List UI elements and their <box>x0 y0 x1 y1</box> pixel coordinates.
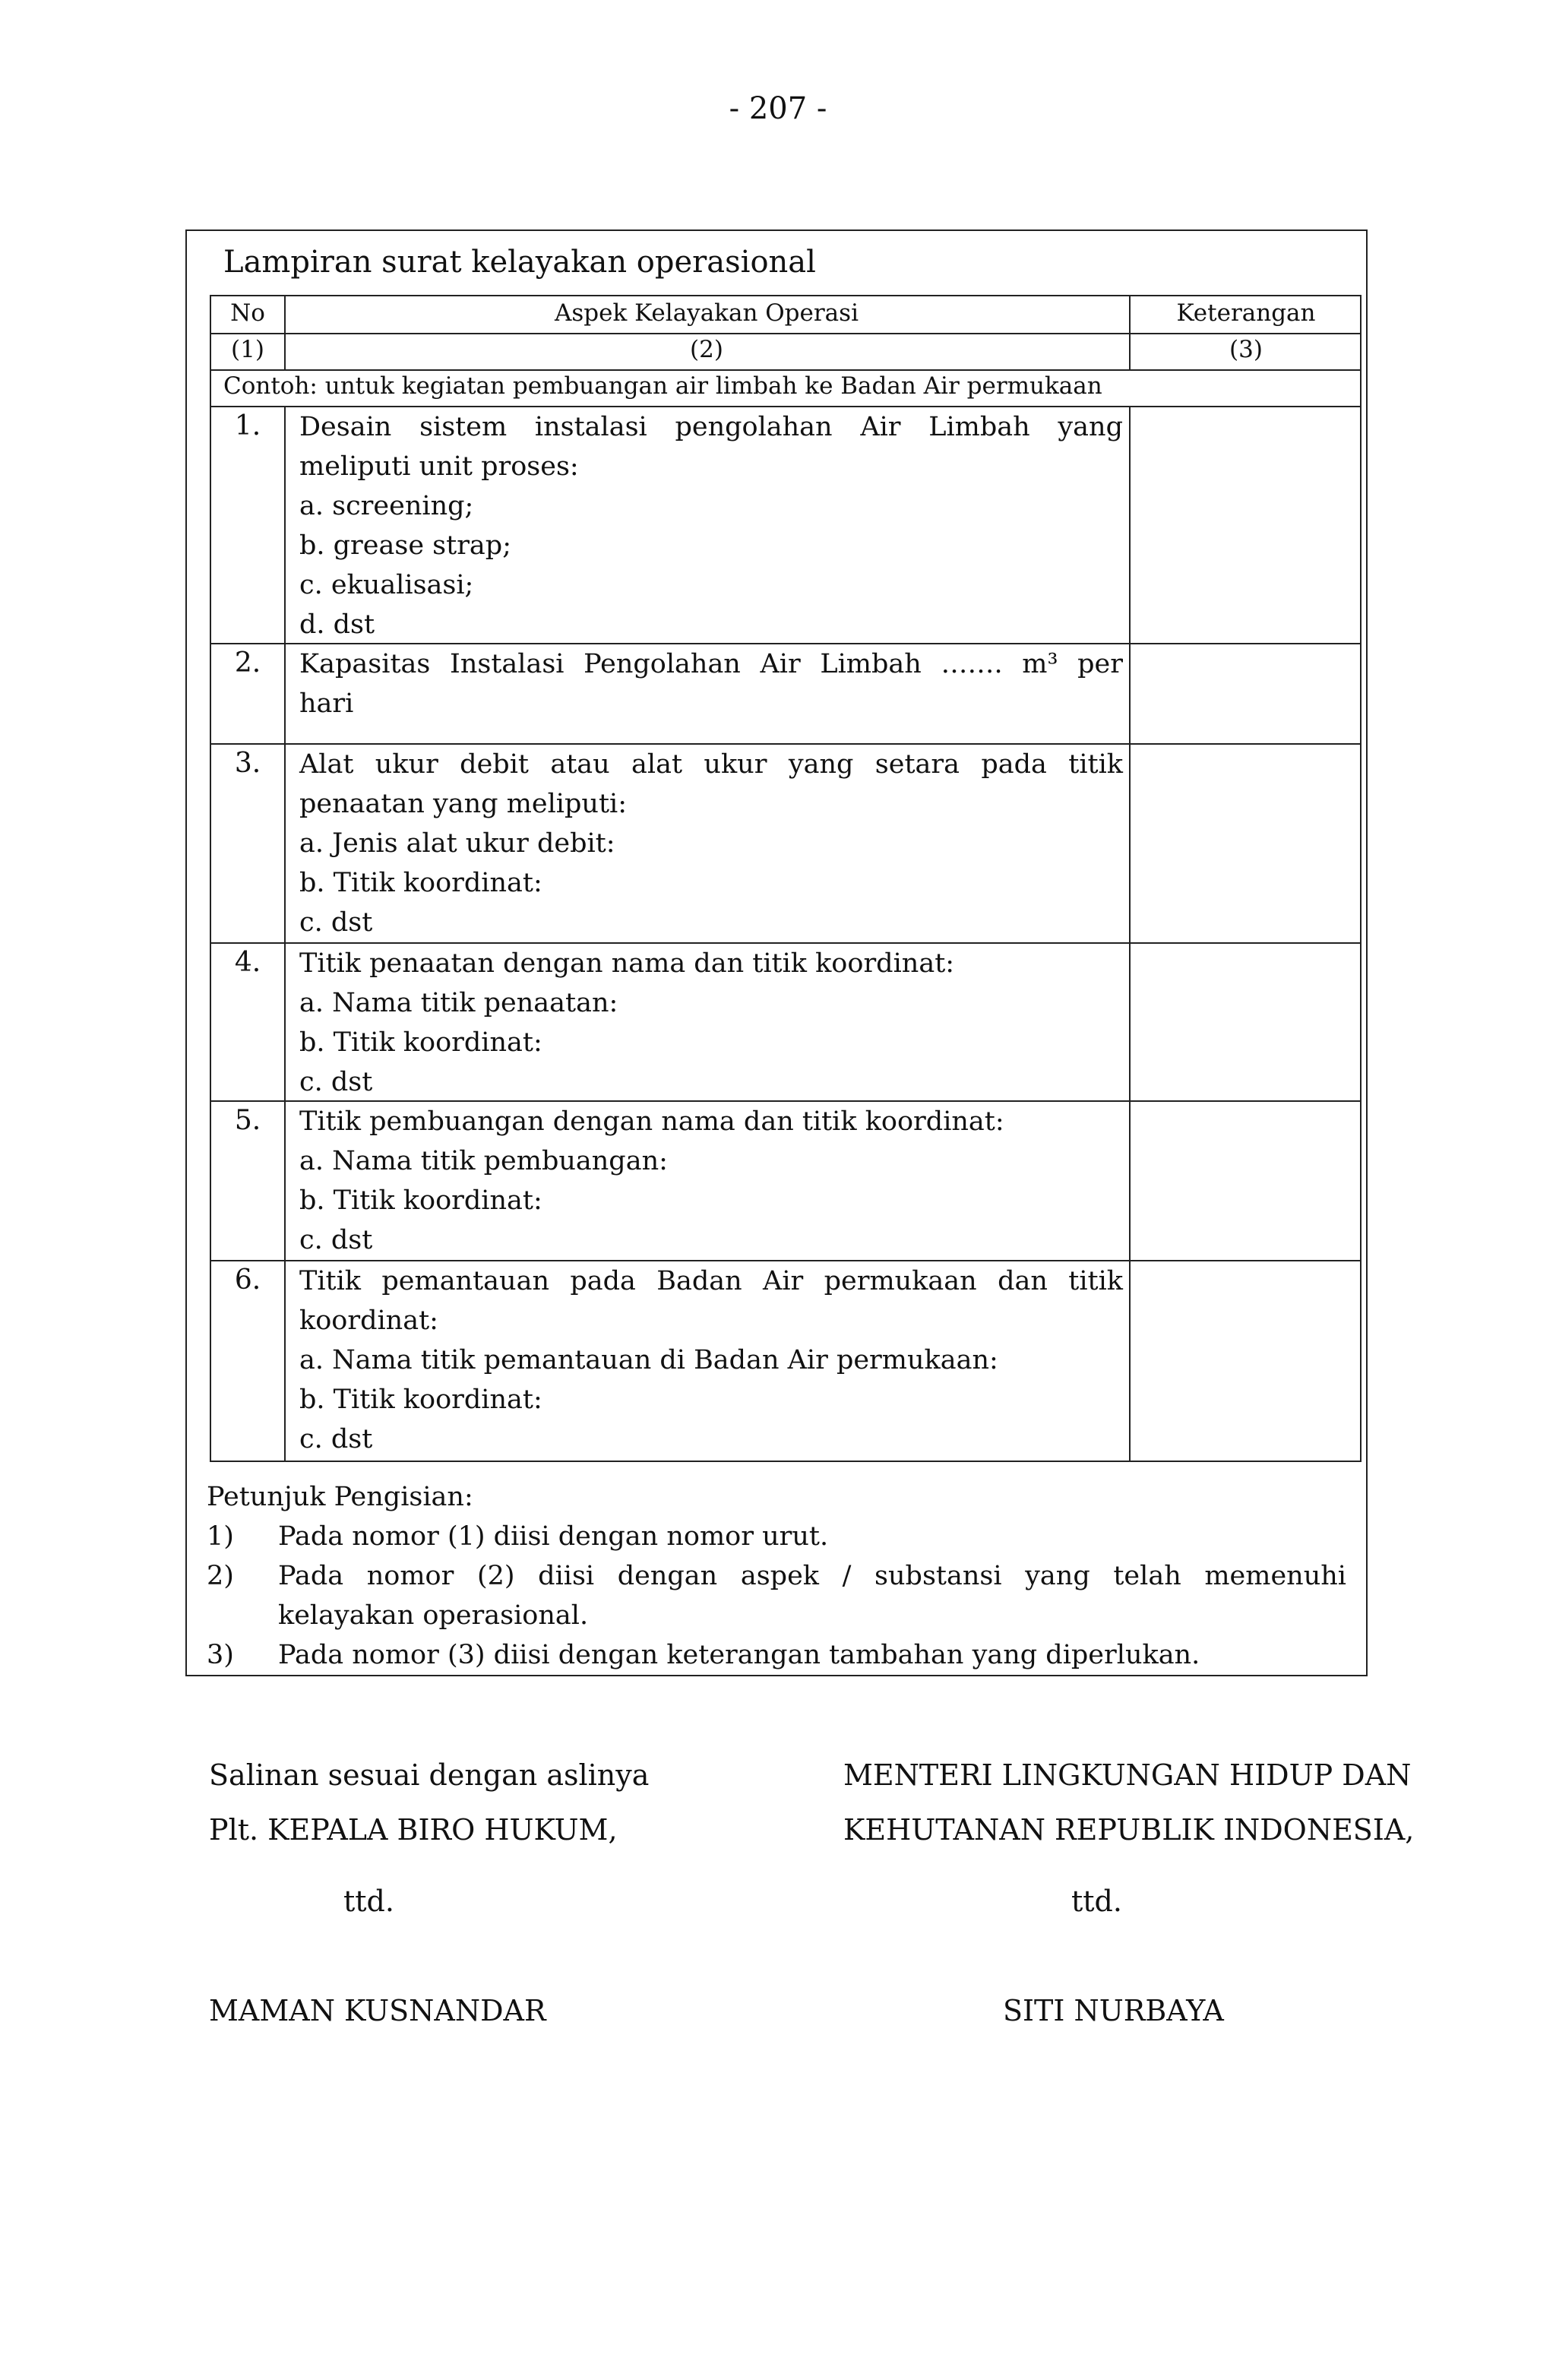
row-aspect-line: b. Titik koordinat: <box>299 868 542 898</box>
left-signature-line1: Salinan sesuai dengan aslinya <box>209 1758 650 1792</box>
row-aspect-line: c. dst <box>299 1225 373 1255</box>
instruction-text: kelayakan operasional. <box>278 1600 589 1631</box>
row-aspect-line: c. ekualisasi; <box>299 570 474 600</box>
instructions-title: Petunjuk Pengisian: <box>207 1482 473 1512</box>
row-aspect-line: Titik penaatan dengan nama dan titik koordinat: <box>299 948 955 979</box>
column-divider <box>284 406 286 1462</box>
header-remarks: Keterangan <box>1176 299 1316 327</box>
feasibility-table <box>210 295 1362 1462</box>
left-signature-ttd: ttd. <box>343 1885 394 1918</box>
right-signature-line2: KEHUTANAN REPUBLIK INDONESIA, <box>843 1813 1415 1847</box>
instruction-text: Pada nomor (3) diisi dengan keterangan tambahan yang diperlukan. <box>278 1640 1200 1670</box>
row-aspect-line: a. Nama titik penaatan: <box>299 988 618 1018</box>
row-aspect <box>299 1102 1123 1260</box>
attachment-frame <box>185 229 1368 1676</box>
row-aspect-line: d. dst <box>299 609 375 640</box>
row-aspect-line: b. Titik koordinat: <box>299 1185 542 1216</box>
row-aspect <box>299 644 1123 723</box>
left-signatory-name: MAMAN KUSNANDAR <box>209 1994 546 2027</box>
row-aspect-line: b. grease strap; <box>299 530 511 561</box>
row-divider <box>211 333 1360 334</box>
row-aspect-line: Titik pemantauan pada Badan Air permukaan dan titik <box>299 1266 1123 1296</box>
row-number: 6. <box>234 1264 261 1296</box>
row-number: 5. <box>234 1105 261 1136</box>
instruction-number: 3) <box>207 1640 234 1670</box>
row-number: 3. <box>234 748 261 779</box>
row-aspect <box>299 1261 1123 1459</box>
row-aspect-line: koordinat: <box>299 1306 438 1336</box>
row-aspect-line: a. Nama titik pembuangan: <box>299 1146 668 1176</box>
row-number: 1. <box>234 410 261 442</box>
column-divider <box>284 296 286 369</box>
row-aspect-line: b. Titik koordinat: <box>299 1027 542 1058</box>
header-number-2: (2) <box>690 336 723 363</box>
header-number-3: (3) <box>1229 336 1263 363</box>
row-aspect-line: meliputi unit proses: <box>299 451 579 482</box>
row-divider <box>211 369 1360 371</box>
header-no: No <box>230 299 265 327</box>
row-number: 2. <box>234 647 261 679</box>
row-aspect-line: hari <box>299 688 354 719</box>
row-aspect-line: a. Nama titik pemantauan di Badan Air permukaan: <box>299 1345 998 1375</box>
row-aspect-line: Kapasitas Instalasi Pengolahan Air Limbah ……. m³ per <box>299 649 1123 679</box>
row-aspect-line: c. dst <box>299 1424 373 1454</box>
instruction-text: Pada nomor (1) diisi dengan nomor urut. <box>278 1521 829 1552</box>
row-aspect-line: a. Jenis alat ukur debit: <box>299 828 615 859</box>
row-aspect-line: c. dst <box>299 1067 373 1097</box>
left-signature-line2: Plt. KEPALA BIRO HUKUM, <box>209 1813 618 1847</box>
instruction-item <box>207 1517 1346 1556</box>
example-row: Contoh: untuk kegiatan pembuangan air limbah ke Badan Air permukaan <box>223 372 1102 400</box>
row-aspect-line: c. dst <box>299 907 373 938</box>
instruction-item <box>207 1556 1346 1635</box>
instruction-item <box>207 1635 1346 1675</box>
right-signatory-name: SITI NURBAYA <box>1003 1994 1224 2027</box>
row-aspect-line: Titik pembuangan dengan nama dan titik koordinat: <box>299 1106 1004 1137</box>
right-signature-ttd: ttd. <box>1071 1885 1122 1918</box>
frame-title: Lampiran surat kelayakan operasional <box>223 245 816 280</box>
instruction-number: 1) <box>207 1521 234 1552</box>
right-signature-line1: MENTERI LINGKUNGAN HIDUP DAN <box>843 1758 1412 1792</box>
row-aspect <box>299 407 1123 644</box>
page-number: - 207 - <box>729 91 827 126</box>
row-aspect <box>299 745 1123 942</box>
column-divider <box>1129 406 1131 1462</box>
row-aspect-line: Desain sistem instalasi pengolahan Air Limbah yang <box>299 412 1123 442</box>
row-aspect-line: penaatan yang meliputi: <box>299 789 627 819</box>
row-aspect <box>299 944 1123 1102</box>
column-divider <box>1129 296 1131 369</box>
filling-instructions <box>207 1477 1346 1675</box>
instruction-text: Pada nomor (2) diisi dengan aspek / substansi yang telah memenuhi <box>278 1561 1346 1591</box>
instruction-number: 2) <box>207 1561 234 1591</box>
row-aspect-line: Alat ukur debit atau alat ukur yang setara pada titik <box>299 749 1123 780</box>
row-number: 4. <box>234 947 261 978</box>
row-aspect-line: b. Titik koordinat: <box>299 1385 542 1415</box>
header-aspect: Aspek Kelayakan Operasi <box>554 299 859 327</box>
header-number-1: (1) <box>231 336 264 363</box>
row-aspect-line: a. screening; <box>299 491 474 521</box>
